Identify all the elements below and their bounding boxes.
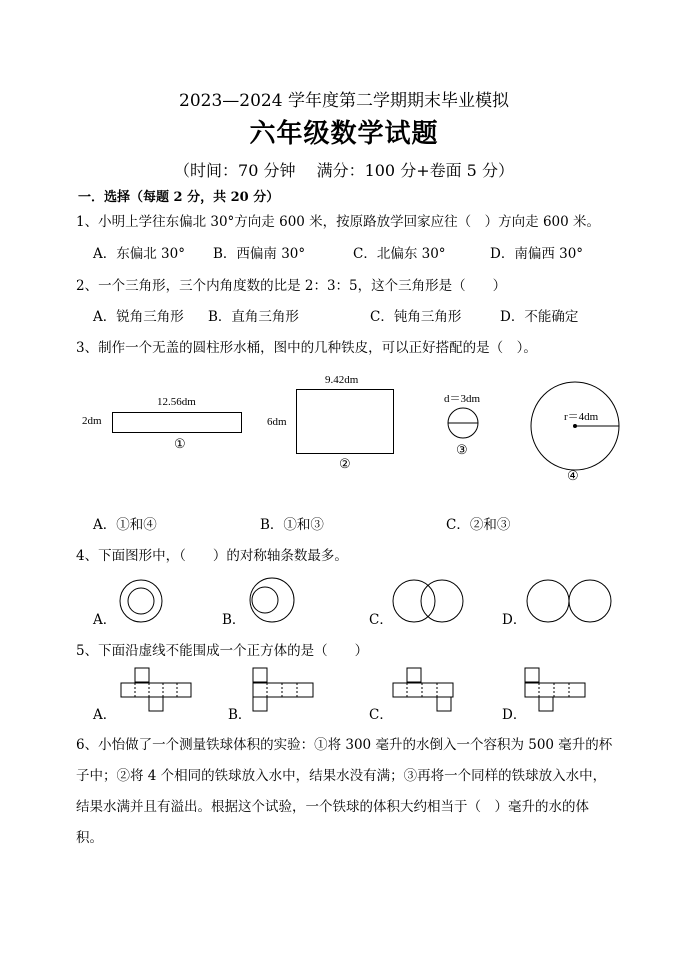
q1-option-d: D．南偏西 30° bbox=[490, 246, 584, 262]
fig3-label: d＝3dm bbox=[444, 393, 481, 405]
q5-net-d bbox=[524, 668, 588, 714]
q5-option-c: C． bbox=[369, 707, 393, 723]
fig2-number: ② bbox=[339, 456, 351, 471]
fig1-number: ① bbox=[174, 436, 186, 451]
question-6-line-4: 积。 bbox=[76, 830, 103, 846]
fig2-width-label: 9.42dm bbox=[325, 374, 359, 386]
q5-option-a: A． bbox=[93, 707, 117, 723]
q3-option-c: C．②和③ bbox=[446, 517, 511, 533]
section-heading: 一．选择（每题 2 分，共 20 分） bbox=[78, 190, 280, 205]
q5-net-a bbox=[120, 668, 194, 714]
q3-option-a: A．①和④ bbox=[93, 517, 157, 533]
q2-option-d: D．不能确定 bbox=[500, 309, 579, 325]
q2-option-c: C．钝角三角形 bbox=[370, 309, 462, 325]
q4-figure-d-tangent-circles bbox=[526, 578, 612, 624]
q4-option-d: D． bbox=[502, 612, 527, 628]
question-6-line-3: 结果水满并且有溢出。根据这个试验，一个铁球的体积大约相当于（ ）毫升的水的体 bbox=[76, 799, 589, 815]
question-1-stem: 1、小明上学往东偏北 30°方向走 600 米，按原路放学回家应往（ ）方向走 600 米。 bbox=[76, 214, 601, 230]
q1-option-a: A．东偏北 30° bbox=[93, 246, 185, 262]
fig3-number: ③ bbox=[456, 442, 468, 457]
question-5-stem: 5、下面沿虚线不能围成一个正方体的是（ ） bbox=[76, 643, 369, 659]
fig4-circle bbox=[530, 381, 620, 471]
q1-option-b: B．西偏南 30° bbox=[213, 246, 306, 262]
question-6-line-1: 6、小怡做了一个测量铁球体积的实验：①将 300 毫升的水倒入一个容积为 500 毫升的杯 bbox=[76, 737, 613, 753]
page-title: 六年级数学试题 bbox=[249, 119, 439, 149]
q5-option-b: B． bbox=[228, 707, 252, 723]
q2-option-a: A．锐角三角形 bbox=[93, 309, 184, 325]
q2-option-b: B．直角三角形 bbox=[208, 309, 299, 325]
question-3-stem: 3、制作一个无盖的圆柱形水桶，图中的几种铁皮，可以正好搭配的是（ ）。 bbox=[76, 340, 537, 356]
q4-figure-b-internal-circles bbox=[248, 576, 296, 624]
q5-net-b bbox=[252, 668, 316, 714]
q4-option-b: B． bbox=[222, 612, 246, 628]
q4-option-a: A． bbox=[93, 612, 117, 628]
fig4-number: ④ bbox=[567, 468, 579, 483]
q5-net-c bbox=[392, 668, 456, 714]
fig2-rectangle bbox=[296, 389, 394, 454]
q4-option-c: C． bbox=[369, 612, 393, 628]
question-4-stem: 4、下面图形中，（ ）的对称轴条数最多。 bbox=[76, 548, 348, 564]
question-6-line-2: 子中；②将 4 个相同的铁球放入水中，结果水没有满；③再将一个同样的铁球放入水中， bbox=[76, 768, 607, 784]
fig4-label: r＝4dm bbox=[564, 411, 599, 423]
q1-option-c: C．北偏东 30° bbox=[353, 246, 446, 262]
fig1-width-label: 12.56dm bbox=[157, 396, 196, 408]
question-2-stem: 2、一个三角形，三个内角度数的比是 2：3：5，这个三角形是（ ） bbox=[76, 278, 507, 294]
exam-meta: （时间：70 分钟 满分：100 分+卷面 5 分） bbox=[174, 161, 514, 180]
fig2-height-label: 6dm bbox=[267, 416, 287, 428]
q5-option-d: D． bbox=[502, 707, 527, 723]
fig3-circle bbox=[446, 406, 480, 440]
fig1-height-label: 2dm bbox=[82, 415, 102, 427]
q4-figure-a-concentric-circles bbox=[118, 578, 164, 624]
fig1-rectangle bbox=[112, 412, 242, 433]
q4-figure-c-intersecting-circles bbox=[391, 578, 467, 624]
exam-subtitle: 2023—2024 学年度第二学期期末毕业模拟 bbox=[179, 91, 509, 111]
q3-option-b: B．①和③ bbox=[260, 517, 324, 533]
